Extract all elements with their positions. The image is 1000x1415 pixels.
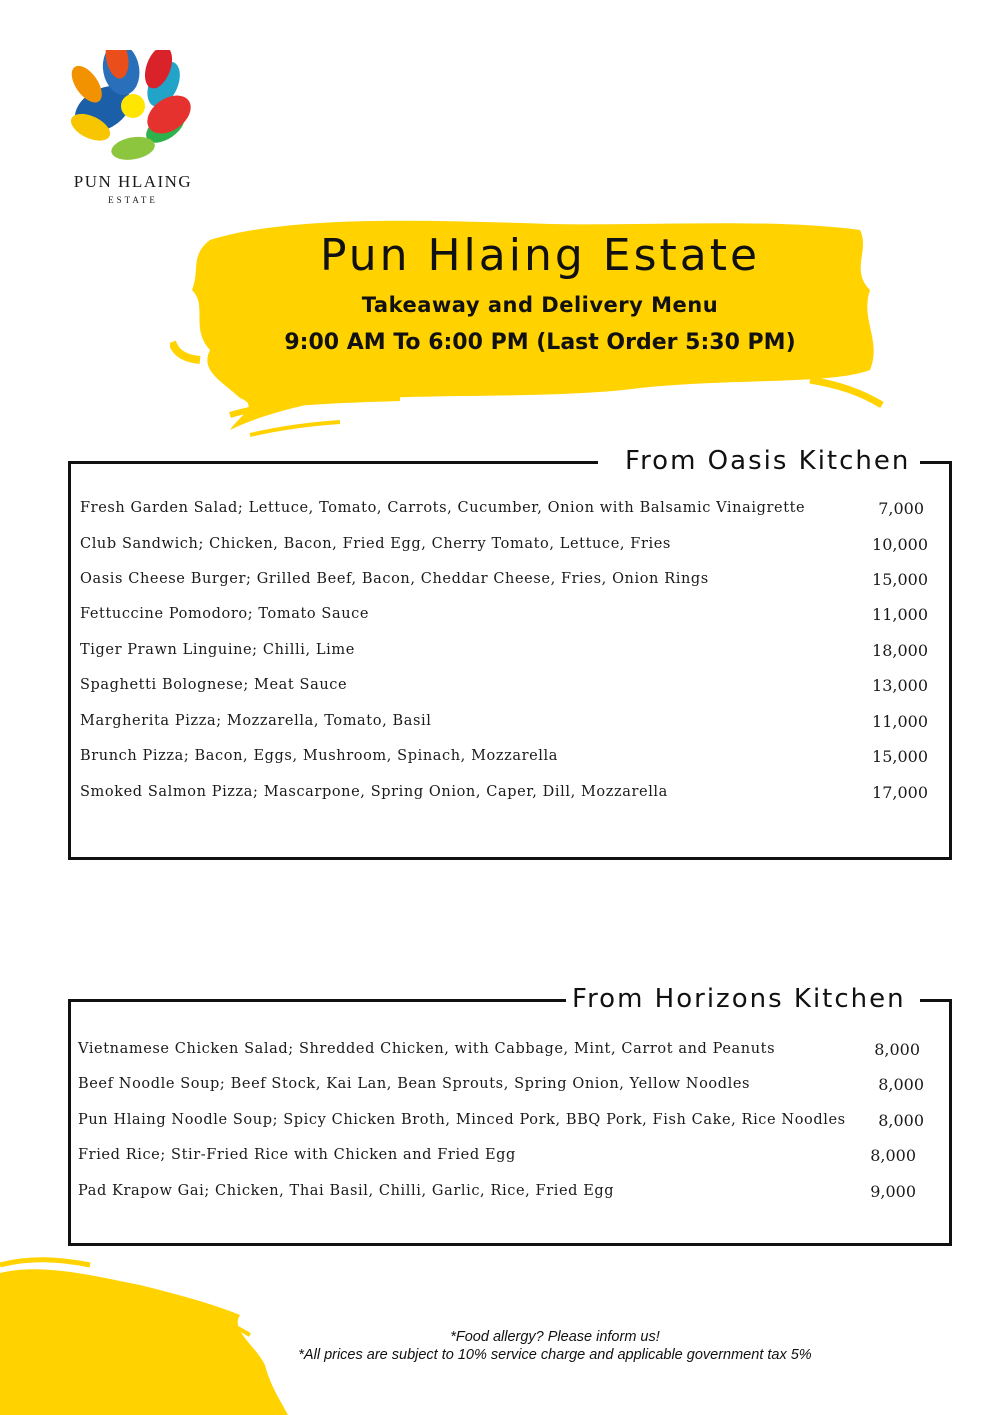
item-price: 10,000 — [872, 534, 928, 554]
item-name: Fresh Garden Salad; Lettuce, Tomato, Carrots, Cucumber, Onion with Balsamic Vinaigrette — [80, 500, 806, 516]
menu-item — [80, 632, 940, 668]
item-name: Fried Rice; Stir-Fried Rice with Chicken and Fried Egg — [78, 1147, 516, 1163]
menu-item — [78, 1173, 940, 1209]
item-price: 18,000 — [872, 640, 928, 660]
flower-logo-icon — [63, 50, 203, 168]
menu-header — [180, 222, 900, 366]
item-name: Vietnamese Chicken Salad; Shredded Chicken, with Cabbage, Mint, Carrot and Peanuts — [78, 1041, 776, 1057]
item-price: 8,000 — [874, 1039, 920, 1059]
menu-item — [80, 561, 940, 597]
item-name: Oasis Cheese Burger; Grilled Beef, Bacon, Cheddar Cheese, Fries, Onion Rings — [80, 571, 709, 587]
menu-item — [80, 526, 940, 562]
item-name: Pad Krapow Gai; Chicken, Thai Basil, Chilli, Garlic, Rice, Fried Egg — [78, 1183, 615, 1199]
item-price: 15,000 — [872, 746, 928, 766]
section-title: From Horizons Kitchen — [572, 984, 906, 1014]
section-horizons-kitchen — [68, 984, 952, 1246]
menu-item — [80, 703, 940, 739]
menu-item — [78, 1137, 940, 1173]
menu-item — [80, 490, 940, 526]
page-title: Pun Hlaing Estate — [319, 230, 761, 281]
section-oasis-kitchen — [68, 446, 952, 860]
item-name: Club Sandwich; Chicken, Bacon, Fried Egg, Cherry Tomato, Lettuce, Fries — [80, 536, 671, 552]
menu-item — [80, 738, 940, 774]
item-price: 11,000 — [872, 604, 928, 624]
menu-item — [78, 1031, 940, 1067]
item-price: 8,000 — [878, 1110, 924, 1130]
item-name: Smoked Salmon Pizza; Mascarpone, Spring Onion, Caper, Dill, Mozzarella — [80, 784, 668, 800]
item-price: 11,000 — [872, 711, 928, 731]
item-price: 15,000 — [872, 569, 928, 589]
item-price: 9,000 — [870, 1181, 916, 1201]
tax-note: *All prices are subject to 10% service charge and applicable government tax 5% — [298, 1347, 812, 1363]
item-price: 8,000 — [878, 1074, 924, 1094]
logo-subtitle: ESTATE — [108, 195, 158, 205]
item-name: Margherita Pizza; Mozzarella, Tomato, Basil — [80, 713, 432, 729]
menu-item — [78, 1102, 940, 1138]
menu-item — [80, 667, 940, 703]
section-title: From Oasis Kitchen — [625, 446, 911, 476]
item-name: Beef Noodle Soup; Beef Stock, Kai Lan, Bean Sprouts, Spring Onion, Yellow Noodles — [78, 1076, 751, 1092]
item-price: 8,000 — [870, 1145, 916, 1165]
item-price: 7,000 — [878, 498, 924, 518]
item-name: Pun Hlaing Noodle Soup; Spicy Chicken Broth, Minced Pork, BBQ Pork, Fish Cake, Rice Noodles — [78, 1112, 846, 1128]
menu-item — [80, 774, 940, 810]
logo-name: PUN HLAING — [73, 172, 193, 191]
menu-item — [78, 1066, 940, 1102]
item-price: 13,000 — [872, 675, 928, 695]
allergy-note: *Food allergy? Please inform us! — [450, 1329, 660, 1345]
menu-subtitle: Takeaway and Delivery Menu — [361, 293, 719, 317]
brand-logo — [58, 50, 208, 210]
item-name: Tiger Prawn Linguine; Chilli, Lime — [80, 642, 355, 658]
item-name: Fettuccine Pomodoro; Tomato Sauce — [80, 606, 370, 622]
opening-hours: 9:00 AM To 6:00 PM (Last Order 5:30 PM) — [284, 330, 796, 355]
item-name: Brunch Pizza; Bacon, Eggs, Mushroom, Spinach, Mozzarella — [80, 748, 559, 764]
item-price: 17,000 — [872, 782, 928, 802]
menu-item — [80, 596, 940, 632]
footer-notes — [200, 1328, 910, 1364]
item-name: Spaghetti Bolognese; Meat Sauce — [80, 677, 348, 693]
